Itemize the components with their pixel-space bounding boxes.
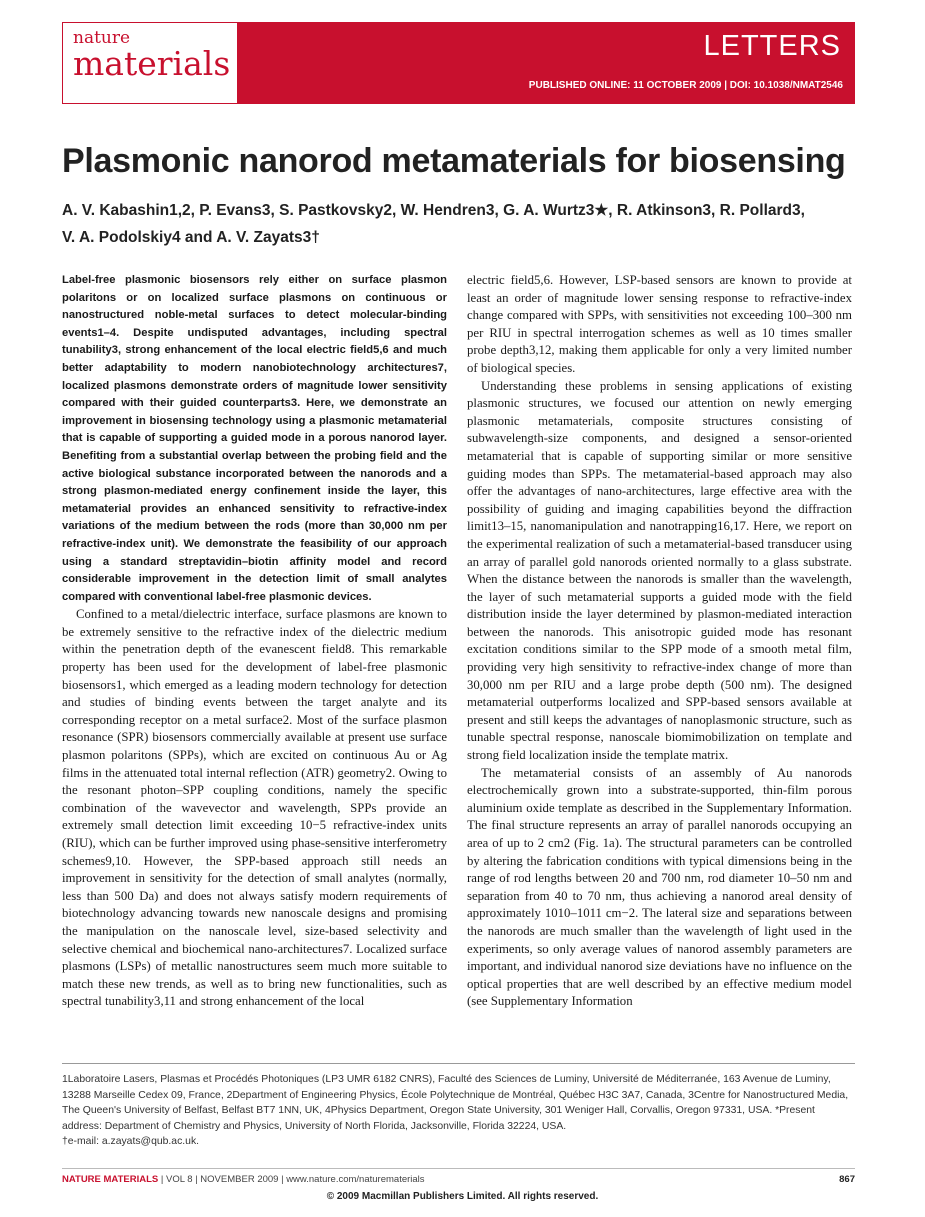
footer-divider	[62, 1168, 855, 1169]
affiliations: 1Laboratoire Lasers, Plasmas et Procédés Photoniques (LP3 UMR 6182 CNRS), Faculté des Sciences de Luminy, Université de Méditerranée, 163 Avenue de Luminy, 13288 Marseille Cedex 09, France, 2Department of Engineering Physics, École Polytechnique de Montréal, Québec H3C 3A7, Canada, 3Centre for Nanostructured Media, The Queen's University of Belfast, Belfast BT7 1NN, UK, 4Physics Department, Oregon State University, 301 Weniger Hall, Corvallis, Oregon 97331, USA. *Present address: Department of Chemistry and Physics, University of North Florida, Jacksonville, Florida 32224, USA.	[62, 1074, 849, 1132]
body-paragraph-3: Understanding these problems in sensing applications of existing plasmonic structures, we focused our attention on newly emerging plasmonic metamaterials, composite structures consisting of subwavelength-size components, and designed a sensor-oriented metamaterial that is capable of supporting similar or more sensitive guiding modes than SPPs. The metamaterial-based approach may also offer the advantages of nano-architectures, large effective area with the possibility of guiding and imaging capabilities beyond the diffraction limit13–15, nanomanipulation and nanotrapping16,17. Here, we report on the experimental realization of such a metamaterial-based transducer using an array of parallel gold nanorods oriented normally to a glass substrate. When the distance between the nanorods is smaller than the wavelength, the layer of such metamaterial supports a guided mode with the field distribution inside the layer determined by plasmon-mediated interaction between the nanorods. This anisotropic guided mode has resonant excitation conditions similar to the SPP mode of a smooth metal film, providing very high sensitivity to refractive-index change of more than 30,000 nm per RIU and a large probe depth (500 nm). The designed metamaterial outperforms localized and SPP-based sensors available at present and still keeps the advantages of nanoplasmonic structure, such as tunable spectral response, nanoscale biomimobilization on template and strong field localization inside the template matrix.	[467, 378, 852, 763]
logo-materials-text: materials	[73, 44, 231, 83]
header-bar	[238, 22, 855, 104]
journal-logo[interactable]	[62, 22, 238, 104]
body-paragraph-2: electric field5,6. However, LSP-based sensors are known to provide at least an order of magnitude lower sensing response to refractive-index change compared with SPPs, with sensitivities not exceeding 100–300 nm per RIU in spectral interrogation schemes as well as 10 times smaller probe depth3,12, making them applicable for only a very limited number of biological species.	[467, 273, 852, 375]
footnotes	[62, 1072, 855, 1150]
masthead	[62, 22, 855, 104]
corresponding-email[interactable]: †e-mail: a.zayats@qub.ac.uk.	[62, 1136, 200, 1148]
page-number: 867	[839, 1174, 855, 1185]
abstract: Label-free plasmonic biosensors rely either on surface plasmon polaritons or on localized surface plasmons on continuous or nanostructured noble-metal surfaces to detect molecular-binding events1–4. Despite undisputed advantages, including spectral tunability3, strong enhancement of the local electric field5,6 and much better adaptability to modern nanobiotechnology architectures7, localized plasmons demonstrate orders of magnitude lower sensitivity compared with their guided counterparts3. Here, we demonstrate an improvement in biosensing technology using a plasmonic metamaterial that is capable of supporting a guided mode in a porous nanorod layer. Benefiting from a substantial overlap between the probing field and the active biological substance incorporated between the nanorods and a strong plasmon-mediated energy confinement inside the layer, this metamaterial provides an enhanced sensitivity to refractive-index variations of the medium between the rods (more than 30,000 nm per refractive-index unit). We demonstrate the feasibility of our approach using a standard streptavidin–biotin affinity model and record considerable improvement in the detection limit of small analytes compared with conventional label-free plasmonic devices.	[62, 274, 447, 603]
copyright-notice: © 2009 Macmillan Publishers Limited. All rights reserved.	[326, 1191, 599, 1202]
author-list	[62, 197, 862, 251]
body-paragraph-4: The metamaterial consists of an assembly of Au nanorods electrochemically grown into a substrate-supported, thin-film porous aluminium oxide template as described in the Supplementary Information. The final structure represents an array of parallel nanorods occupying an area of up to 2 cm2 (Fig. 1a). The structural parameters can be controlled by altering the fabrication conditions with typical dimensions being in the range of rod lengths between 20 and 700 nm, rod diameter 10–50 nm and separation from 40 to 70 nm, thus achieving a nanorod areal density of approximately 1010–1011 cm−2. The lateral size and separations between the nanorods are much smaller than the wavelength of light used in the experiments, so only average values of nanorod assembly parameters are important, and individual nanorod size deviations have no influence on the optical properties that are well described by an effective medium model (see Supplementary Information	[467, 765, 852, 1009]
footnote-divider	[62, 1063, 855, 1064]
footer-issue-details[interactable]: | VOL 8 | NOVEMBER 2009 | www.nature.com/naturematerials	[158, 1174, 425, 1185]
page-footer	[62, 1174, 855, 1185]
body-paragraph-1: Confined to a metal/dielectric interface, surface plasmons are known to be extremely sensitive to the refractive index of the dielectric medium within the penetration depth of the evanescent field8. This remarkable property has been used for the development of label-free plasmonic biosensors1, which emerged as a leading modern technology for detection and studies of binding events between the target analyte and its corresponding receptor on a metal surface2. Most of the surface plasmon resonance (SPR) biosensors commercially available at present use surface plasmon polaritons (SPPs), which are excited on continuous Au or Ag films in the attenuated total internal reflection (ATR) geometry2. Owing to the resonant photon–SPP coupling conditions, namely the specific combination of the wavevector and wavelength, SPPs provide an extremely small detection limit exceeding 10−5 refractive-index units (RIU), which can be further improved using phase-sensitive interferometry schemes9,10. However, the SPP-based approach still needs an improvement in sensitivity for the detection of small analytes (normally, less than 500 Da) and does not always satisfy modern requirements of biotechnology advancing towards new nanoscale designs and promising the manipulation on the nanoscale level, size-based selectivity and selective chemical and biochemical nano-architectures7. Localized surface plasmons (LSPs) of metallic nanostructures seem much more suitable to match these new trends, as well as to bring new functionalities, such as spectral tunability3,11 and strong enhancement of the local	[62, 607, 447, 1009]
authors-line-1: A. V. Kabashin1,2, P. Evans3, S. Pastkovsky2, W. Hendren3, G. A. Wurtz3★, R. Atkinson3, R. Pollard3,	[62, 202, 805, 219]
logo-nature-text: nature	[73, 28, 131, 48]
right-column	[467, 272, 852, 1011]
authors-line-2: V. A. Podolskiy4 and A. V. Zayats3†	[62, 229, 320, 246]
footer-journal-name: NATURE MATERIALS	[62, 1174, 159, 1185]
left-column	[62, 272, 447, 1011]
section-label: LETTERS	[703, 30, 841, 62]
publication-info[interactable]: PUBLISHED ONLINE: 11 OCTOBER 2009 | DOI: 10.1038/NMAT2546	[528, 80, 843, 91]
article-title: Plasmonic nanorod metamaterials for biosensing	[62, 142, 846, 180]
